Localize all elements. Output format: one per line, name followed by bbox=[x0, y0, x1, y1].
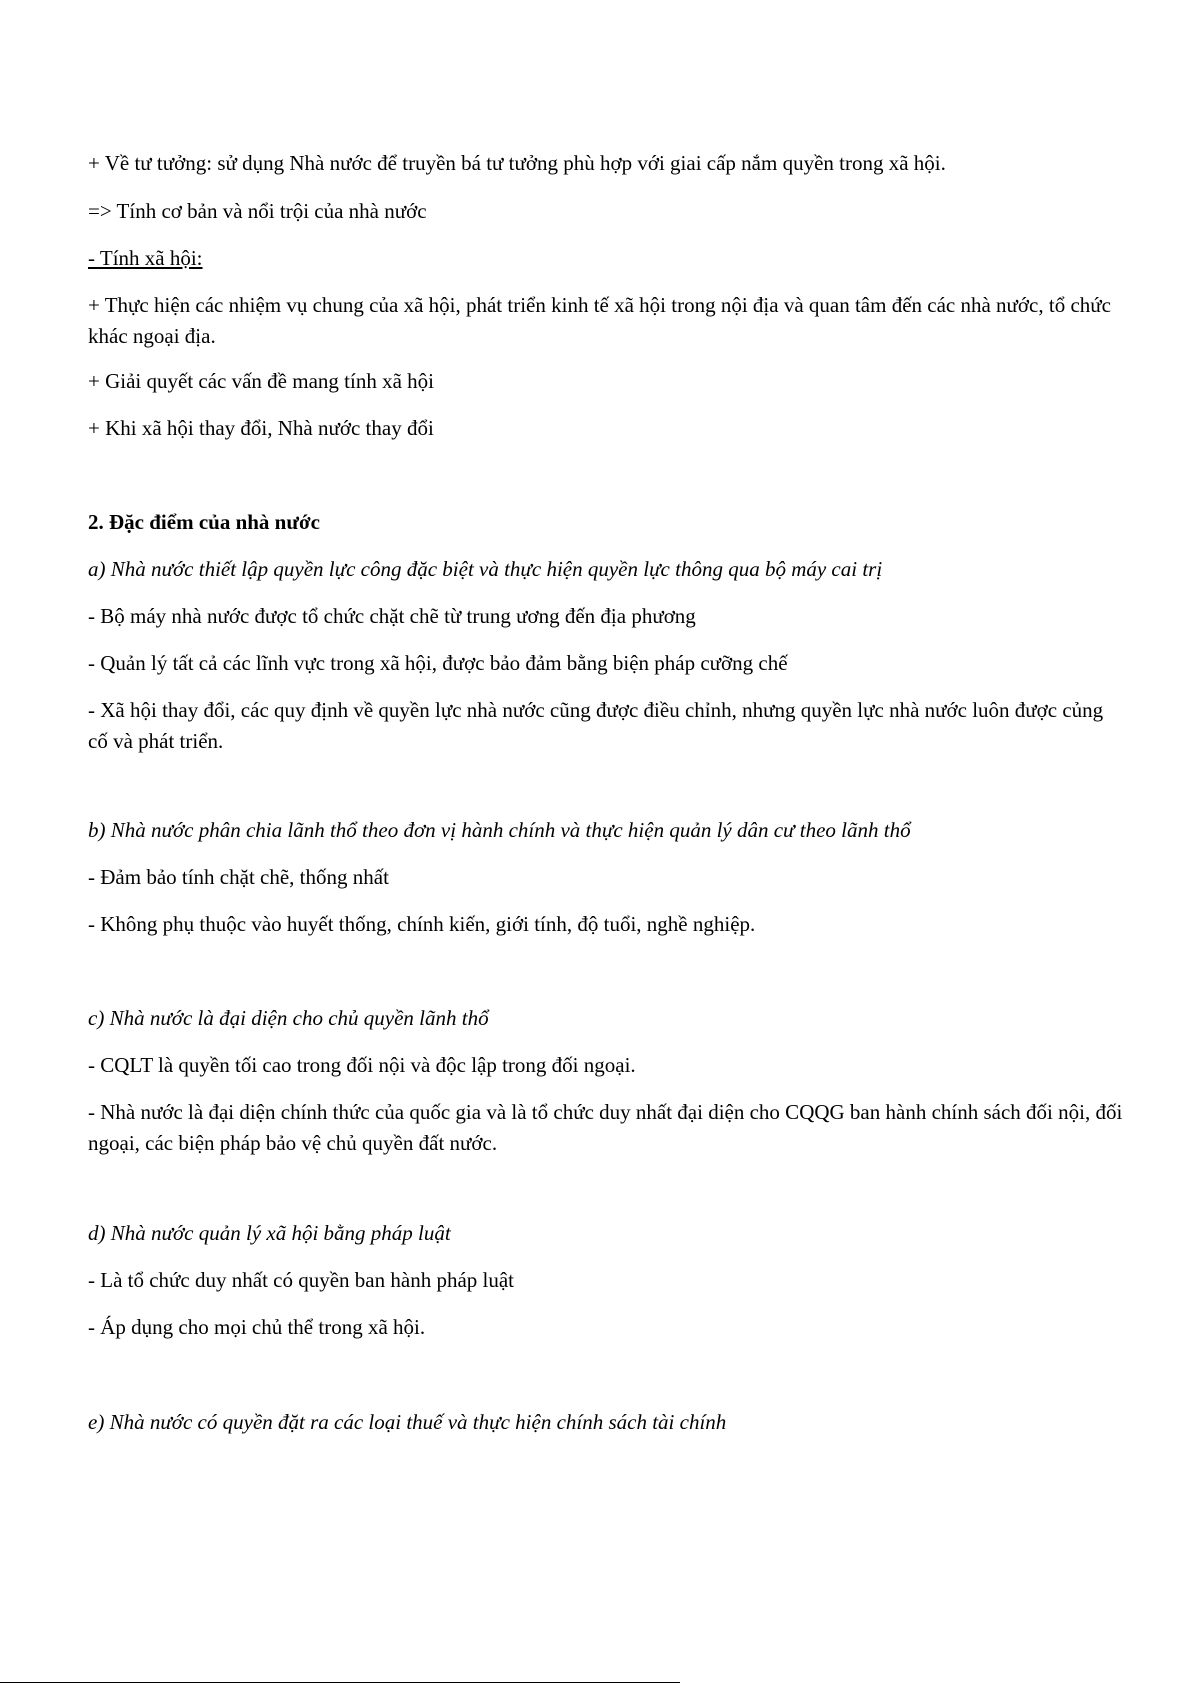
subheading-social-nature: - Tính xã hội: bbox=[88, 246, 203, 270]
item-a-point-3: - Xã hội thay đổi, các quy định về quyền lực nhà nước cũng được điều chỉnh, nhưng quyền lực nhà nước luôn được củng cố và phát triển. bbox=[88, 698, 1104, 753]
paragraph-society-changes: + Khi xã hội thay đổi, Nhà nước thay đổi bbox=[88, 416, 434, 440]
item-b-point-1: - Đảm bảo tính chặt chẽ, thống nhất bbox=[88, 865, 389, 889]
item-e-title: e) Nhà nước có quyền đặt ra các loại thuế và thực hiện chính sách tài chính bbox=[88, 1410, 727, 1434]
paragraph-social-tasks: + Thực hiện các nhiệm vụ chung của xã hội, phát triển kinh tế xã hội trong nội địa và quan tâm đến các nhà nước, tổ chức khác ngoại địa. bbox=[88, 293, 1111, 348]
footer-rule bbox=[0, 1682, 680, 1683]
item-a-title: a) Nhà nước thiết lập quyền lực công đặc biệt và thực hiện quyền lực thông qua bộ máy cai trị bbox=[88, 557, 883, 581]
item-c-point-2: - Nhà nước là đại diện chính thức của quốc gia và là tổ chức duy nhất đại diện cho CQQG ban hành chính sách đối nội, đối ngoại, các biện pháp bảo vệ chủ quyền đất nước. bbox=[88, 1100, 1123, 1155]
item-d-point-1: - Là tổ chức duy nhất có quyền ban hành pháp luật bbox=[88, 1268, 514, 1292]
item-c-point-1: - CQLT là quyền tối cao trong đối nội và độc lập trong đối ngoại. bbox=[88, 1053, 636, 1077]
section-heading: 2. Đặc điểm của nhà nước bbox=[88, 510, 320, 534]
item-a-point-2: - Quản lý tất cả các lĩnh vực trong xã hội, được bảo đảm bằng biện pháp cưỡng chế bbox=[88, 651, 788, 675]
item-b-point-2: - Không phụ thuộc vào huyết thống, chính kiến, giới tính, độ tuổi, nghề nghiệp. bbox=[88, 912, 756, 936]
paragraph-social-issues: + Giải quyết các vấn đề mang tính xã hội bbox=[88, 369, 434, 393]
item-a-point-1: - Bộ máy nhà nước được tổ chức chặt chẽ từ trung ương đến địa phương bbox=[88, 604, 696, 628]
item-d-title: d) Nhà nước quản lý xã hội bằng pháp luật bbox=[88, 1221, 451, 1245]
paragraph-ideology: + Về tư tưởng: sử dụng Nhà nước để truyền bá tư tưởng phù hợp với giai cấp nắm quyền trong xã hội. bbox=[88, 151, 946, 175]
paragraph-conclusion: => Tính cơ bản và nổi trội của nhà nước bbox=[88, 199, 427, 223]
item-d-point-2: - Áp dụng cho mọi chủ thể trong xã hội. bbox=[88, 1315, 426, 1339]
item-b-title: b) Nhà nước phân chia lãnh thổ theo đơn vị hành chính và thực hiện quản lý dân cư theo lãnh thổ bbox=[88, 818, 911, 842]
item-c-title: c) Nhà nước là đại diện cho chủ quyền lãnh thổ bbox=[88, 1006, 489, 1030]
